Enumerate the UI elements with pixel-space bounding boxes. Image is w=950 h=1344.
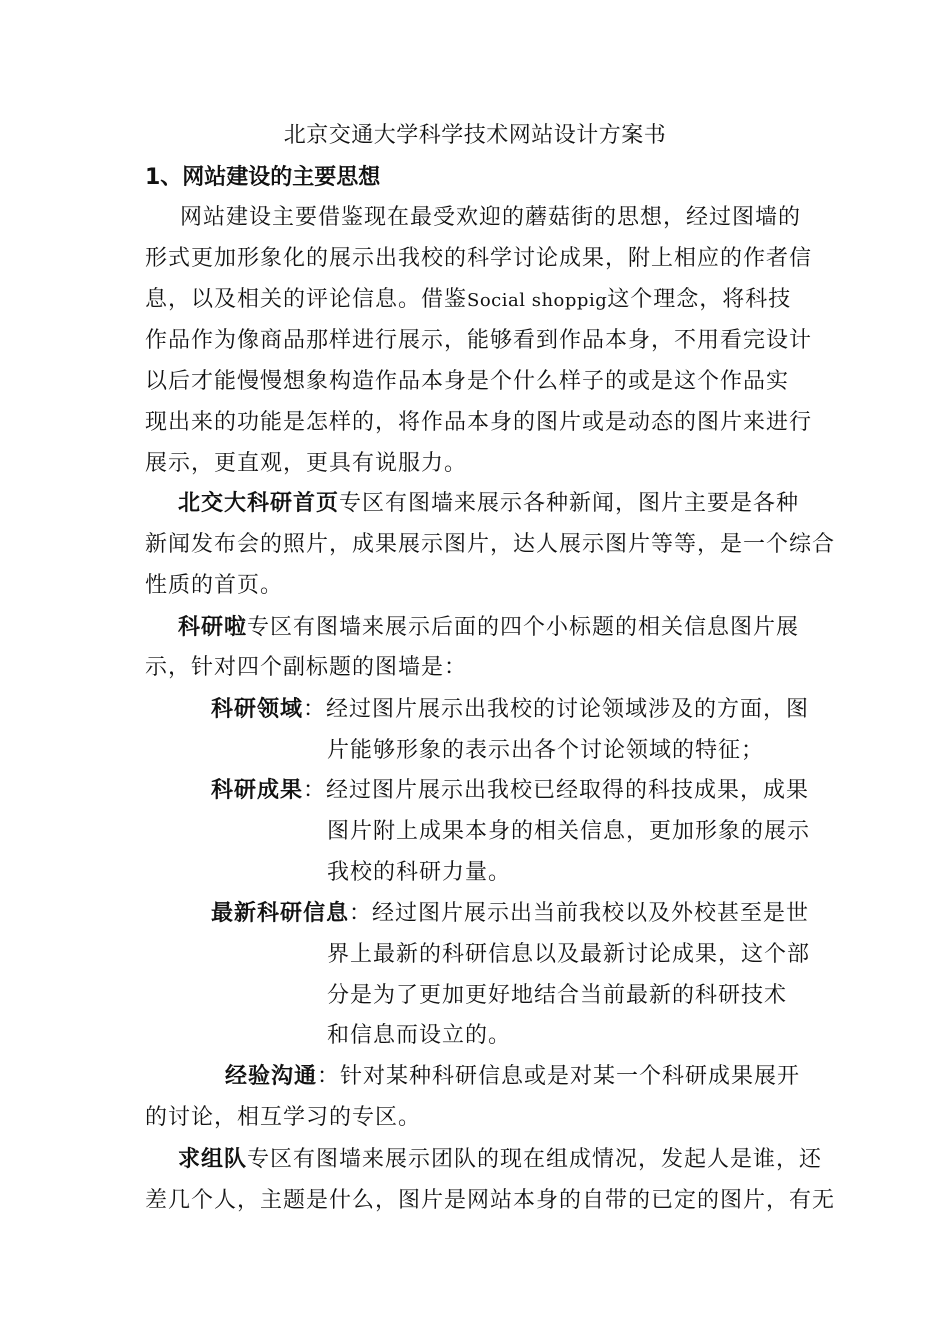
paragraph-2-line-3: 性质的首页。 <box>145 573 284 598</box>
item-research-results-text: ：经过图片展示出我校已经取得的科技成果，成果 <box>303 778 810 803</box>
paragraph-4-line-2: 差几个人，主题是什么，图片是网站本身的自带的已定的图片，有无 <box>145 1188 836 1213</box>
item-latest-info-line-2: 界上最新的科研信息以及最新讨论成果，这个部 <box>327 942 811 967</box>
paragraph-3-line-1-text: 专区有图墙来展示后面的四个小标题的相关信息图片展 <box>247 615 800 640</box>
item-experience-exchange-term: 经验沟通 <box>225 1064 318 1089</box>
item-latest-info-line-3: 分是为了更加更好地结合当前最新的科研技术 <box>327 983 788 1008</box>
item-research-fields-line-2: 片能够形象的表示出各个讨论领域的特征； <box>327 738 765 763</box>
team-section-name: 求组队 <box>178 1147 248 1172</box>
keyanla-section-name: 科研啦 <box>178 615 248 640</box>
paragraph-4-line-1 <box>178 1140 822 1180</box>
paragraph-1-line-4: 作品作为像商品那样进行展示，能够看到作品本身，不用看完设计 <box>145 328 813 353</box>
paragraph-1-line-3-text-c: 这个理念，将科技 <box>607 287 792 312</box>
item-latest-info-line-4: 和信息而设立的。 <box>327 1023 512 1048</box>
item-research-fields-text: ：经过图片展示出我校的讨论领域涉及的方面，图 <box>303 697 810 722</box>
paragraph-1-line-6: 现出来的功能是怎样的，将作品本身的图片或是动态的图片来进行 <box>145 410 813 435</box>
paragraph-1-line-3-text-a: 息，以及相关的评论信息。借鉴 <box>145 287 468 312</box>
document-title: 北京交通大学科学技术网站设计方案书 <box>283 123 667 148</box>
item-latest-info-text: ：经过图片展示出当前我校以及外校甚至是世 <box>349 901 810 926</box>
paragraph-1-line-1: 网站建设主要借鉴现在最受欢迎的蘑菇街的思想，经过图墙的 <box>180 205 802 230</box>
section-heading: 1、网站建设的主要思想 <box>145 165 381 190</box>
item-experience-exchange-line-1 <box>225 1057 800 1097</box>
paragraph-2-line-1 <box>178 484 799 524</box>
social-shopping-term: Social shoppig <box>467 290 608 311</box>
item-latest-info-line-1 <box>211 894 809 934</box>
homepage-section-name: 北交大科研首页 <box>178 491 340 516</box>
paragraph-3-line-2: 示，针对四个副标题的图墙是： <box>145 655 468 680</box>
item-research-fields-term: 科研领域 <box>211 697 304 722</box>
item-research-results-line-2: 图片附上成果本身的相关信息，更加形象的展示 <box>327 819 811 844</box>
item-research-results-line-3: 我校的科研力量。 <box>327 860 512 885</box>
paragraph-3-line-1 <box>178 608 799 648</box>
item-latest-info-term: 最新科研信息 <box>211 901 350 926</box>
paragraph-1-line-5: 以后才能慢慢想象构造作品本身是个什么样子的或是这个作品实 <box>145 369 790 394</box>
item-experience-exchange-line-2: 的讨论，相互学习的专区。 <box>145 1105 422 1130</box>
paragraph-4-line-1-text: 专区有图墙来展示团队的现在组成情况，发起人是谁，还 <box>247 1147 823 1172</box>
paragraph-1-line-7: 展示，更直观，更具有说服力。 <box>145 451 468 476</box>
item-research-fields-line-1 <box>211 690 809 730</box>
item-research-results-line-1 <box>211 771 809 811</box>
item-research-results-term: 科研成果 <box>211 778 304 803</box>
paragraph-2-line-1-text: 专区有图墙来展示各种新闻，图片主要是各种 <box>339 491 800 516</box>
item-experience-exchange-text: ：针对某种科研信息或是对某一个科研成果展开 <box>317 1064 801 1089</box>
paragraph-2-line-2: 新闻发布会的照片，成果展示图片，达人展示图片等等，是一个综合 <box>145 532 836 557</box>
paragraph-1-line-3 <box>145 280 791 321</box>
paragraph-1-line-2: 形式更加形象化的展示出我校的科学讨论成果，附上相应的作者信 <box>145 246 813 271</box>
